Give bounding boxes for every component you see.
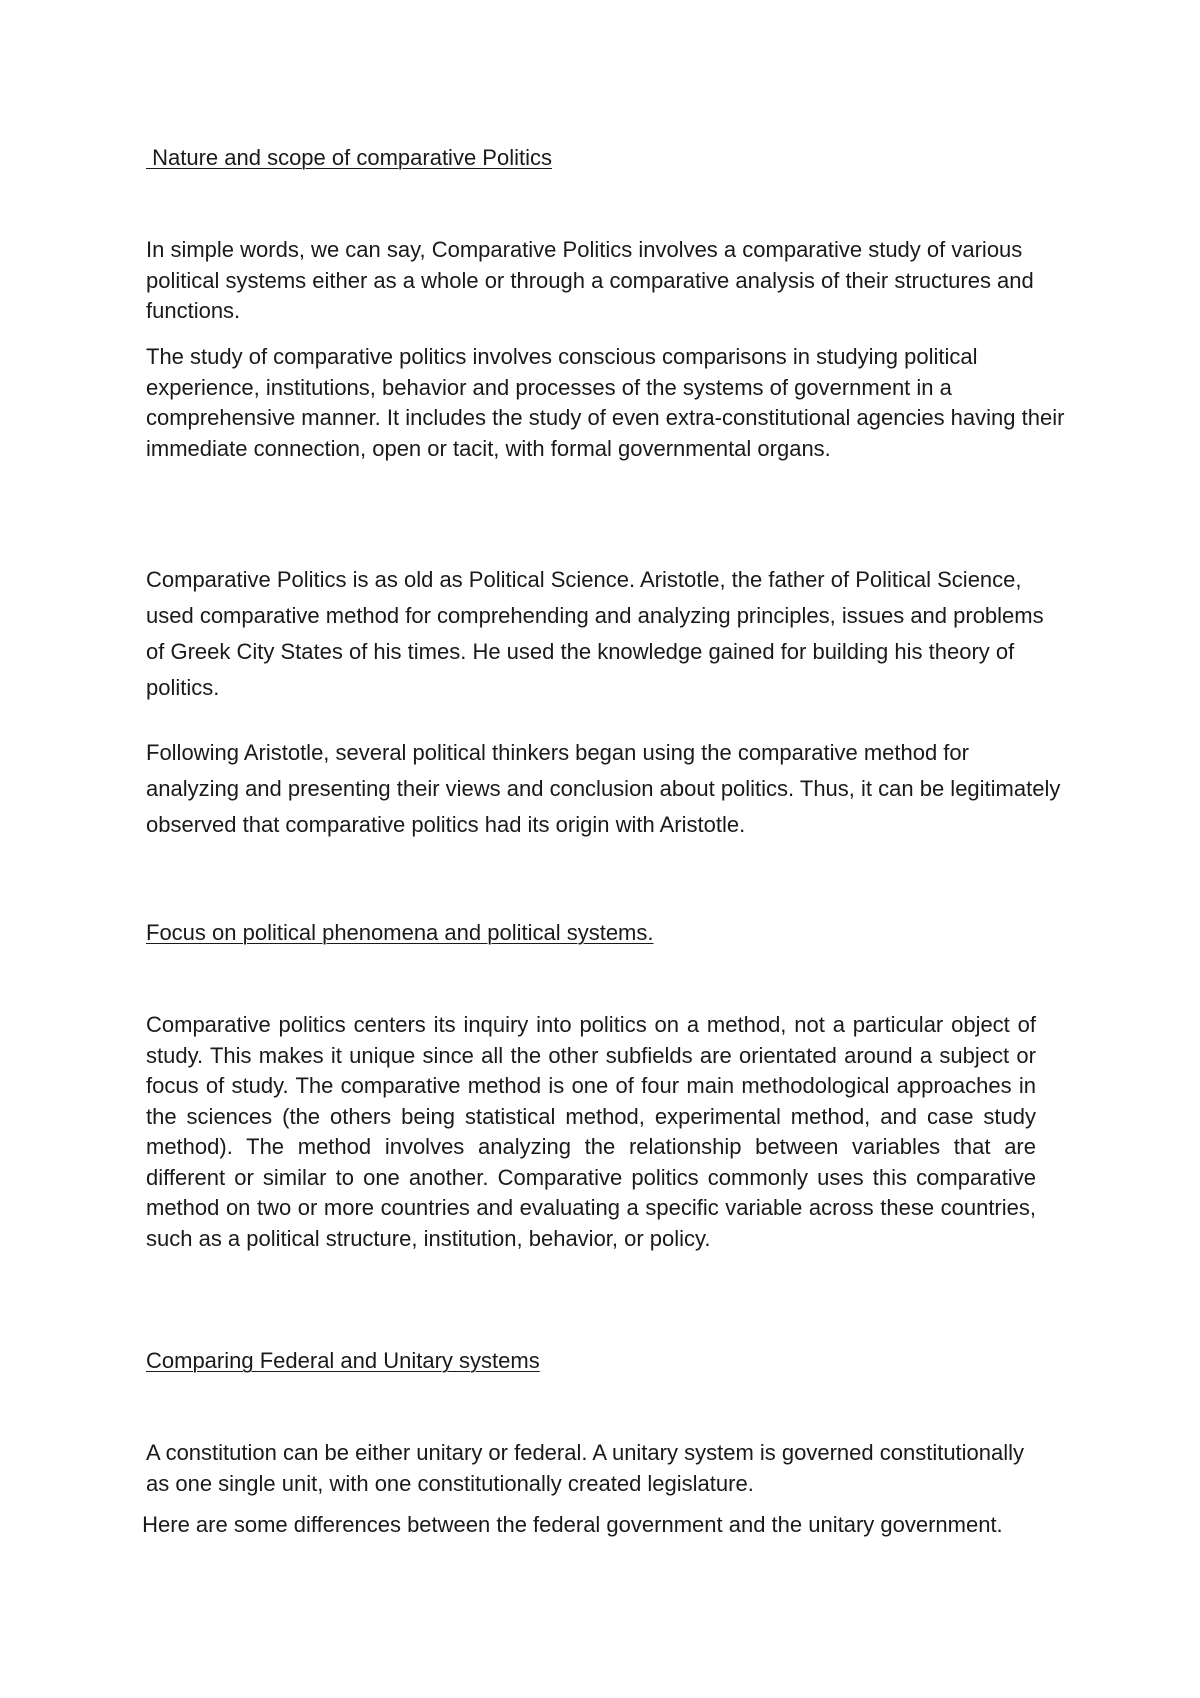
paragraph-following-aristotle: Following Aristotle, several political thinkers began using the comparative method for analyzing and presenting their views and conclusion about politics. Thus, it can be legitimately observed that comparative politics had its origin with Aristotle. xyxy=(146,740,1061,837)
paragraph-simple-words: In simple words, we can say, Comparative Politics involves a comparative study of various political systems either as a whole or through a comparative analysis of their structures and functions. xyxy=(146,237,1034,323)
heading-nature-and-scope: Nature and scope of comparative Politics xyxy=(146,145,552,170)
paragraph-constitution-unitary-or-federal: A constitution can be either unitary or federal. A unitary system is governed constitutionally as one single unit, with one constitutionally created legislature. xyxy=(146,1440,1025,1496)
paragraph-comparative-method: Comparative politics centers its inquiry into politics on a method, not a particular object of study. This makes it unique since all the other subfields are orientated around a subject or focus of study. The comparative method is one of four main methodological approaches in the sciences (the others being statistical method, experimental method, and case study method). The method involves analyzing the relationship between variables that are different or similar to one another. Comparative politics commonly uses this comparative method on two or more countries and evaluating a specific variable across these countries, such as a political structure, institution, behavior, or policy. xyxy=(146,1012,1036,1251)
paragraph-study-of-comparative-politics: The study of comparative politics involves conscious comparisons in studying political experience, institutions, behavior and processes of the systems of government in a comprehensive manner. It includes the study of even extra-constitutional agencies having their immediate connection, open or tacit, with formal governmental organs. xyxy=(146,344,1065,461)
heading-focus-on-political-phenomena: Focus on political phenomena and political systems. xyxy=(146,920,654,945)
paragraph-differences-intro: Here are some differences between the federal government and the unitary government. xyxy=(136,1512,1003,1537)
paragraph-as-old-as-political-science: Comparative Politics is as old as Political Science. Aristotle, the father of Political Science, used comparative method for comprehending and analyzing principles, issues and problems of Greek City States of his times. He used the knowledge gained for building his theory of politics. xyxy=(146,567,1044,700)
heading-federal-and-unitary: Comparing Federal and Unitary systems xyxy=(146,1348,540,1373)
